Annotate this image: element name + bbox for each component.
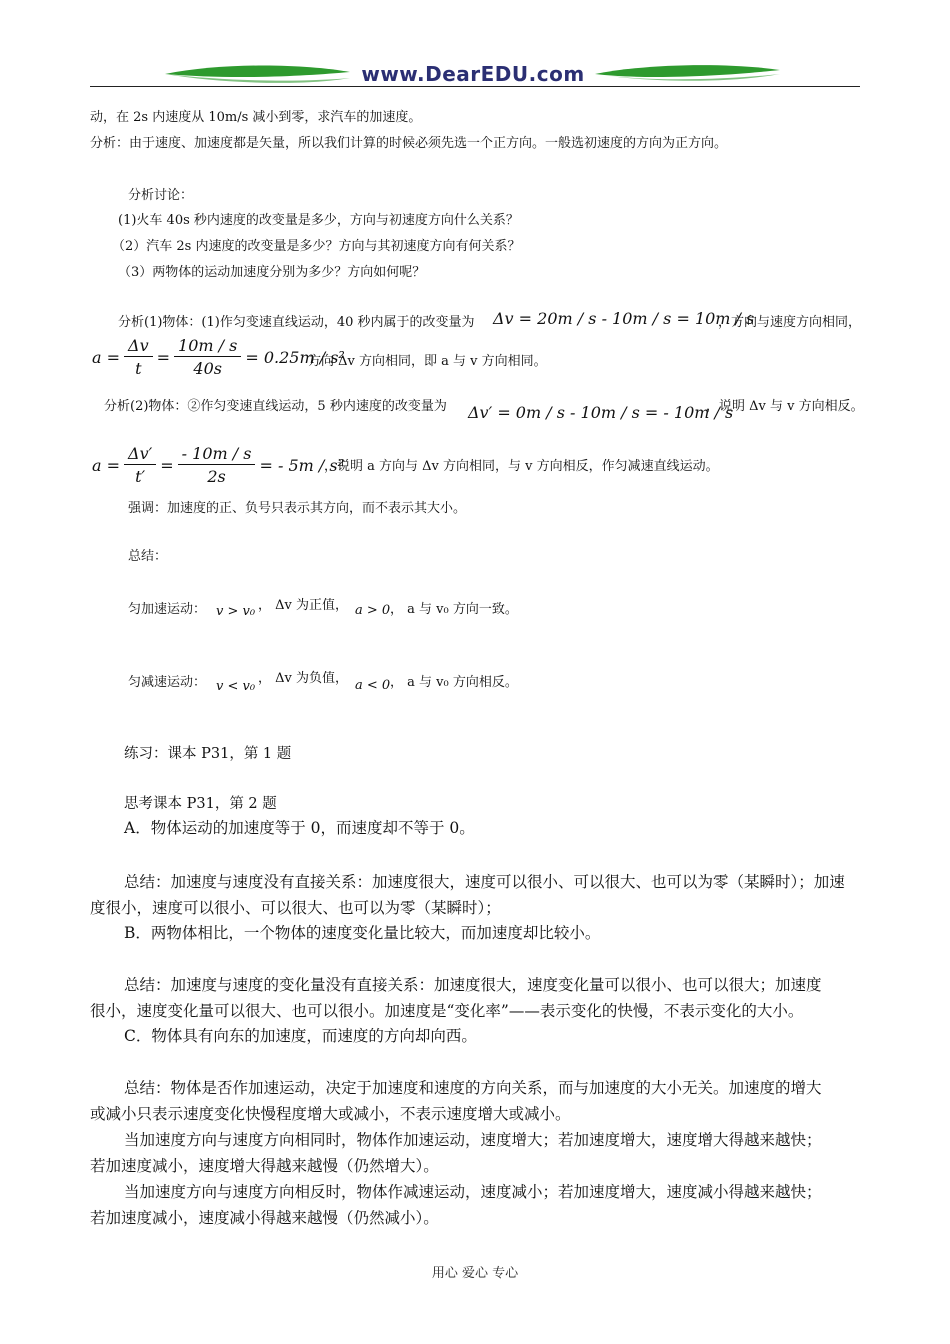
question-1: (1)火车 40s 秒内速度的改变量是多少，方向与初速度方向什么关系？ [118,213,519,228]
summary-b-line-2: 很小，速度变化量可以很大、也可以很小。加速度是“变化率”——表示变化的快慢，不表示变化的大小。 [90,1002,804,1020]
opposite-direction-line-1: 当加速度方向与速度方向相反时，物体作减速运动，速度减小；若加速度增大，速度减小得越来越快； [124,1183,822,1201]
opposite-direction-line-2: 若加速度减小，速度减小得越来越慢（仍然减小）。 [90,1209,439,1227]
option-b: B．两物体相比，一个物体的速度变化量比较大，而加速度却比较小。 [124,924,601,942]
summary-c-line-2: 或减小只表示速度变化快慢程度增大或减小，不表示速度增大或减小。 [90,1105,571,1123]
uniform-accel-condition: v > v₀ [216,604,256,619]
uniform-decel-condition: v < v₀ [216,679,256,694]
summary-a-line-1: 总结：加速度与速度没有直接关系：加速度很大，速度可以很小、可以很大、也可以为零（某瞬时）；加速 [124,873,845,891]
option-c: C．物体具有向东的加速度，而速度的方向却向西。 [124,1027,477,1045]
option-a: A．物体运动的加速度等于 0，而速度却不等于 0。 [124,819,475,837]
acceleration-formula-2: a = $\frac{\Delta v'}{t'}$ = $\frac{- 10m / s}{2s}$ = - 5m / s² [92,444,344,486]
uniform-decel-label: 匀减速运动： [128,675,207,690]
uniform-accel-direction: ， a 与 v₀ 方向一致。 [390,602,518,617]
site-logo-text: www.DearEDU.com [361,62,585,86]
analysis-2-equation: Δv′ = 0m / s - 10m / s = - 10m / s [468,403,734,422]
think-line: 思考课本 P31，第 2 题 [124,796,277,812]
analysis-1-text: 分析(1)物体：(1)作匀变速直线运动，40 秒内属于的改变量为 [118,315,475,330]
summary-b-line-1: 总结：加速度与速度的变化量没有直接关系：加速度很大，速度变化量可以很小、也可以很大；加速度 [124,976,822,994]
text-line: 分析：由于速度、加速度都是矢量，所以我们计算的时候必须先选一个正方向。一般选初速度的方向为正方向。 [90,136,728,151]
exercise-line: 练习：课本 P31，第 1 题 [124,746,292,762]
question-3: （3）两物体的运动加速度分别为多少？方向如何呢？ [118,265,426,280]
text-line: 动，在 2s 内速度从 10m/s 减小到零，求汽车的加速度。 [90,110,422,125]
uniform-decel-delta: ， Δv 为负值， [258,671,348,686]
page-footer: 用心 爱心 专心 [431,1266,519,1281]
acceleration-formula-1: a = $\frac{\Delta v}{t}$ = $\frac{10m / s}{40s}$ = 0.25m / s² [92,336,345,378]
same-direction-line-2: 若加速度减小，速度增大得越来越慢（仍然增大）。 [90,1157,439,1175]
uniform-decel-sign: a < 0 [355,678,391,693]
analysis-1-equation: Δv = 20m / s - 10m / s = 10m / s [493,309,755,328]
summary-c-line-1: 总结：物体是否作加速运动，决定于加速度和速度的方向关系，而与加速度的大小无关。加速度的增大 [124,1079,822,1097]
same-direction-line-1: 当加速度方向与速度方向相同时，物体作加速运动，速度增大；若加速度增大，速度增大得越来越快； [124,1131,822,1149]
uniform-accel-label: 匀加速运动： [128,602,207,617]
header-divider [90,86,860,87]
uniform-accel-delta: ， Δv 为正值， [258,598,348,613]
uniform-decel-direction: ， a 与 v₀ 方向相反。 [390,675,518,690]
summary-heading: 总结： [128,549,168,564]
summary-a-line-2: 度很小，速度可以很小、可以很大、也可以为零（某瞬时）； [90,899,501,917]
analysis-2-text-end: ，说明 Δv 与 v 方向相反。 [706,399,864,414]
section-heading: 分析讨论： [128,188,194,203]
question-2: （2）汽车 2s 内速度的改变量是多少？方向与其初速度方向有何关系？ [112,239,521,254]
acceleration-direction-2: ，说明 a 方向与 Δv 方向相同，与 v 方向相反，作匀减速直线运动。 [324,459,719,474]
uniform-accel-sign: a > 0 [355,603,391,618]
analysis-2-text: 分析(2)物体：②作匀变速直线运动，5 秒内速度的改变量为 [104,399,447,414]
acceleration-direction-1: 方向 Δv 方向相同，即 a 与 v 方向相同。 [308,354,547,369]
analysis-1-text-end: ，方向与速度方向相同， [718,315,862,330]
emphasis-note: 强调：加速度的正、负号只表示其方向，而不表示其大小。 [128,501,467,516]
